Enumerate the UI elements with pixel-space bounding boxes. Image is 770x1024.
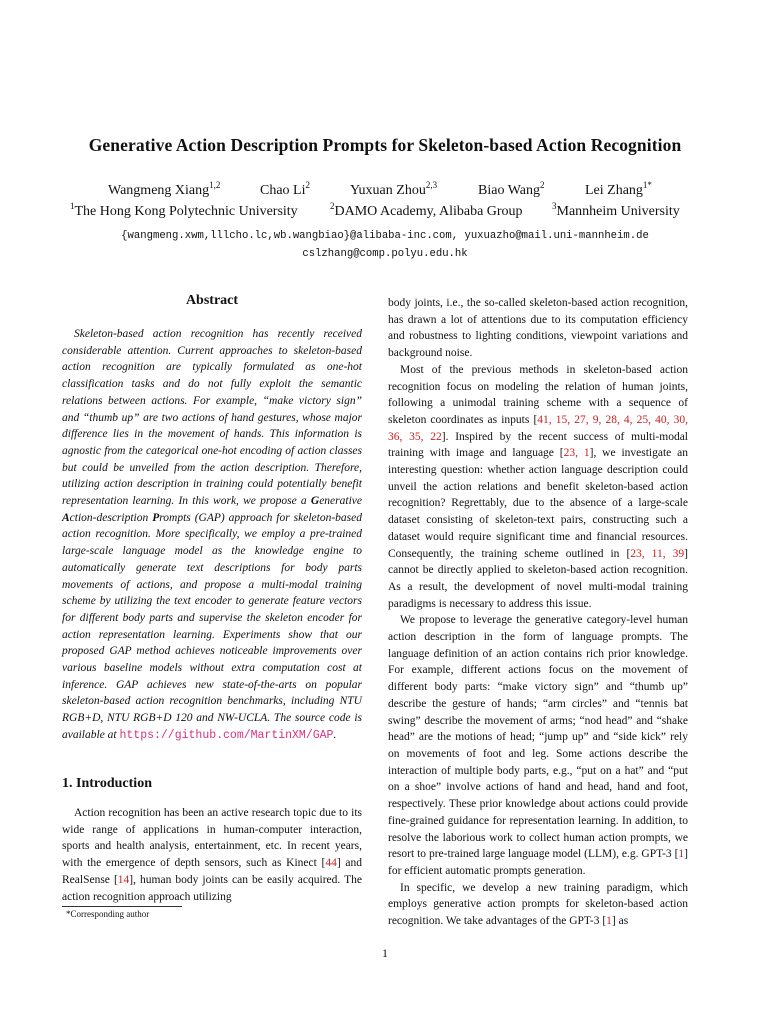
right-paragraph-3: We propose to leverage the generative category-level human action description in the form of language prompts. The language definition of an action contains rich prior knowledge. For example, different actions focus on the movement of different body parts: “make victory sign” and “thumb up” describe the gesture of hands; “arm circles” and “tennis bat swing” describe the movement of arms; “nod head” and “shake head” are the motions of head; “jump up” and “side kick” rely on movements of foot and leg. Some actions describe the interaction of multiple body parts, e.g., “put on a hat” and “put on a shoe” involve actions of hand and head, hand and foot, respectively. These prior knowledge about actions could provide fine-grained guidance for representation learning. In addition, to resolve the laborious work to collect human action prompts, we resort to pre-trained large language model (LLM), e.g. GPT-3 [1] for efficient automatic prompts generation. — [388, 614, 688, 877]
right-paragraph-4: In specific, we develop a new training paradigm, which employs generative action prompts for skeleton-based action recognition. We take advantages of the GPT-3 [1] as — [388, 881, 688, 928]
intro-paragraph: Action recognition has been an active research topic due to its wide range of applications in human-computer interaction, sports and health analysis, entertainment, etc. In recent years, with the emergence of depth sensors, such as Kinect [44] and RealSense [14], human body joints can be easily acquired. The action recognition approach utilizing — [62, 807, 363, 903]
citation-link[interactable]: 23, 1 — [563, 447, 590, 460]
author-row — [60, 180, 710, 203]
affiliation-2: $^2$DAMO Academy, Alibaba Group — [330, 201, 523, 219]
author-5: Lei Zhang$^{1*}$ — [585, 180, 652, 198]
author-3: Yuxuan Zhou$^{2,3}$ — [350, 180, 438, 198]
page-number: 1 — [382, 946, 388, 960]
citation-link[interactable]: 44 — [325, 857, 337, 870]
email-line-1: {wangmeng.xwm,lllcho.lc,wb.wangbiao}@alibaba-inc.com, yuxuazho@mail.uni-mannheim.de — [121, 230, 649, 242]
citation-link[interactable]: 23, 11, 39 — [630, 547, 685, 560]
abstract-heading: Abstract — [185, 293, 239, 308]
affiliation-3: $^3$Mannheim University — [552, 201, 680, 219]
author-2: Chao Li$^2$ — [260, 180, 310, 198]
author-emails — [0, 227, 770, 263]
affiliation-row — [60, 201, 710, 224]
right-paragraph-1: body joints, i.e., the so-called skeleton-based action recognition, has drawn a lot of attentions due to its computation efficiency and robustness to lighting conditions, viewpoint variations and background noise. — [388, 297, 688, 360]
citation-link[interactable]: 1 — [678, 848, 685, 861]
paper-title: Generative Action Description Prompts for Skeleton-based Action Recognition — [88, 135, 682, 155]
footnote: *Corresponding author — [66, 909, 150, 919]
right-column — [388, 295, 688, 930]
email-line-2: cslzhang@comp.polyu.edu.hk — [302, 248, 468, 260]
author-4: Biao Wang$^2$ — [478, 180, 545, 198]
citation-link[interactable]: 14 — [117, 873, 130, 886]
affiliation-1: $^1$The Hong Kong Polytechnic University — [70, 201, 298, 219]
intro-heading: 1. Introduction — [62, 776, 152, 791]
author-1: Wangmeng Xiang$^{1,2}$ — [108, 180, 221, 198]
right-paragraph-2: Most of the previous methods in skeleton-based action recognition focus on modeling the relation of human joints, following a unimodal training scheme with a sequence of skeleton coordinates as inputs [41, 15, 27, 9, 28, 4, 25, 40, 30, 36, 35, 22]. Inspired by the recent success of multi-modal training with image and language [23, 1], we investigate an interesting question: whether action language description could unveil the action relations and benefit skeleton-based action recognition? Regrettably, due to the absence of a large-scale dataset consisting of skeleton-text pairs, constructing such a dataset would require significant time and financial resources. Consequently, the training scheme outlined in [23, 11, 39] cannot be directly applied to skeleton-based action recognition. As a result, the development of novel multi-modal training paradigms is necessary to address this issue. — [388, 363, 688, 610]
footnote-rule — [62, 906, 182, 907]
citation-link[interactable]: 1 — [606, 915, 612, 928]
citation-link[interactable]: 41, 15, 27, 9, 28, 4, 25, 40, 30, 36, 35, 22 — [388, 413, 688, 443]
abstract-body: Skeleton-based action recognition has recently received considerable attention. Current approaches to skeleton-based action recognition are typically formulated as one-hot classification tasks and do not fully exploit the semantic relations between actions. For example, “make victory sign” and “thumb up” are two actions of hand gestures, whose major difference lies in the movement of hands. This information is agnostic from the categorical one-hot encoding of action classes but could be unveiled from the action description. Therefore, utilizing action description in training could potentially benefit representation learning. In this work, we propose a Generative Action-description Prompts (GAP) approach for skeleton-based action recognition. More specifically, we employ a pre-trained large-scale language model as the knowledge engine to automatically generate text descriptions for body parts movements of actions, and propose a multi-modal training scheme by utilizing the text encoder to generate feature vectors for different body parts and supervise the skeleton encoder for action representation learning. Experiments show that our proposed GAP method achieves noticeable improvements over various baseline models without extra computation cost at inference. GAP achieves new state-of-the-arts on popular skeleton-based action recognition benchmarks, including NTU RGB+D, NTU RGB+D 120 and NW-UCLA. The source code is available at https://github.com/MartinXM/GAP. — [62, 328, 362, 742]
github-link[interactable]: https://github.com/MartinXM/GAP — [119, 728, 334, 742]
